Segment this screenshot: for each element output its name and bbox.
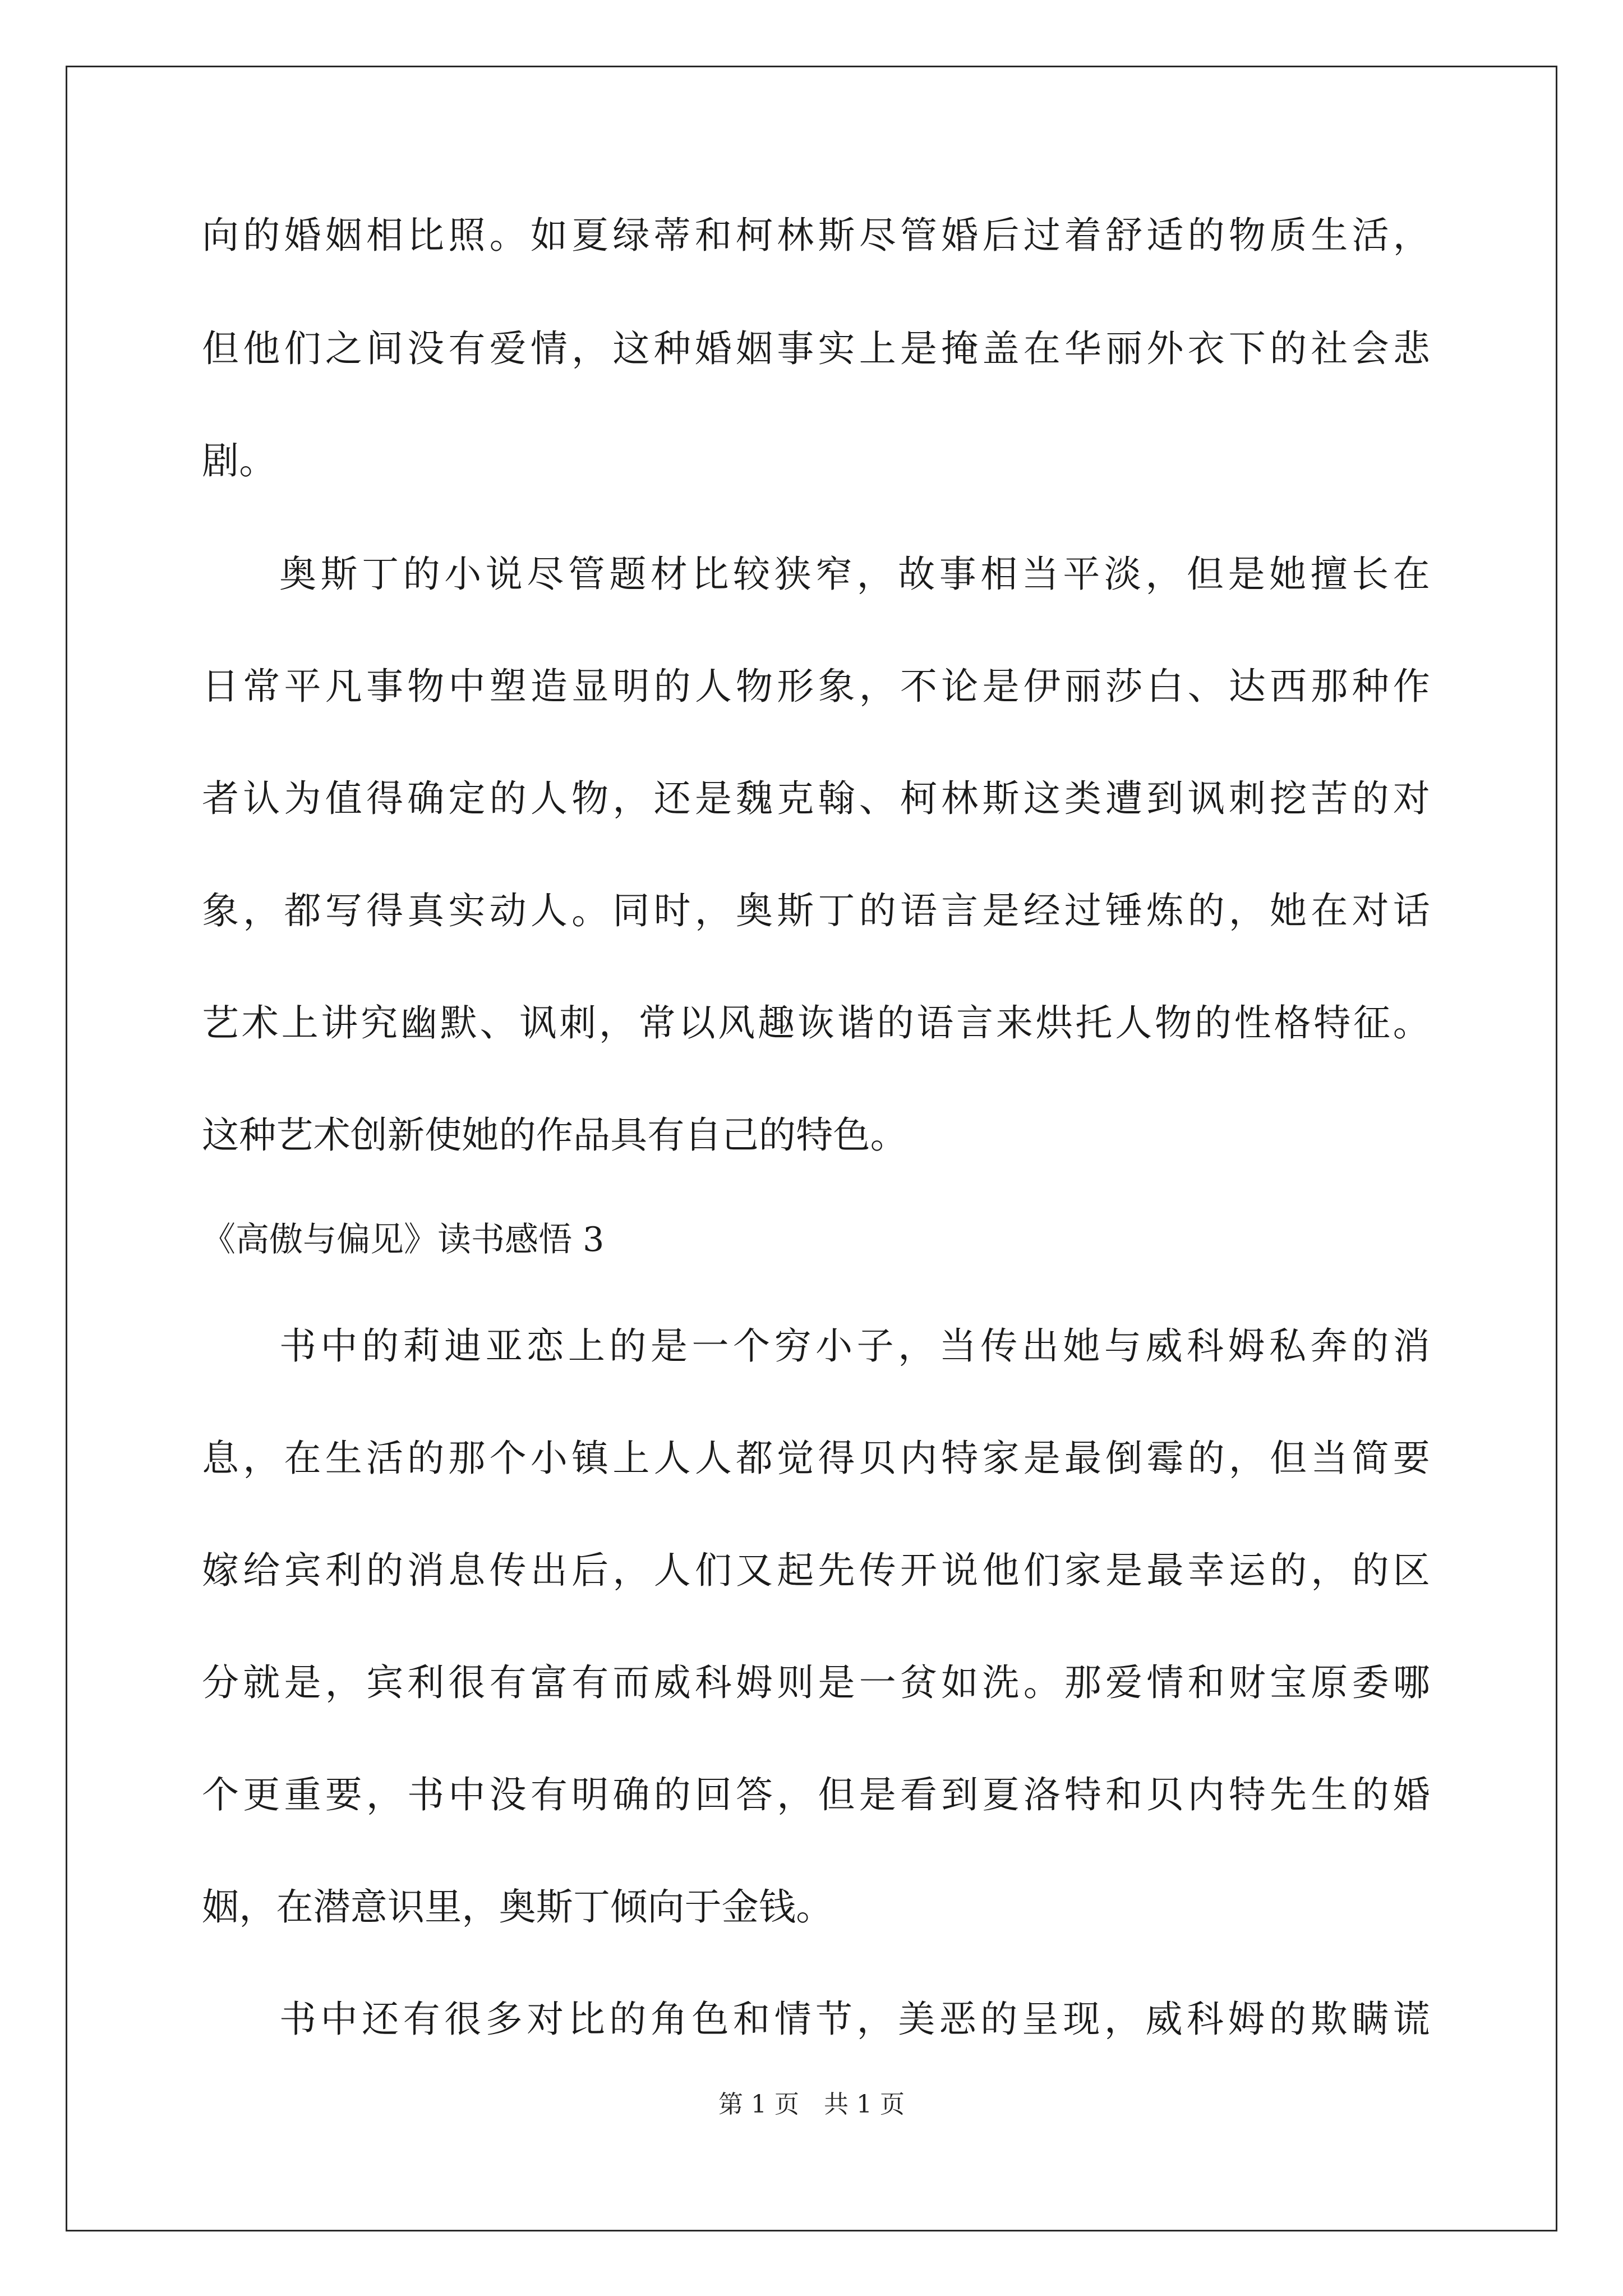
- text-line: 姻，在潜意识里，奥斯丁倾向于金钱。: [202, 1885, 833, 1929]
- text-line: 分就是，宾利很有富有而威科姆则是一贫如洗。那爱情和财宝原委哪: [202, 1661, 1430, 1704]
- text-line: 者认为值得确定的人物，还是魏克翰、柯林斯这类遭到讽刺挖苦的对: [202, 777, 1430, 820]
- paragraph-start-line: 书中还有很多对比的角色和情节，美恶的呈现，威科姆的欺瞒谎: [279, 1998, 1430, 2041]
- text-line: 但他们之间没有爱情，这种婚姻事实上是掩盖在华丽外衣下的社会悲: [202, 327, 1430, 370]
- text-line: 嫁给宾利的消息传出后，人们又起先传开说他们家是最幸运的，的区: [202, 1549, 1430, 1592]
- text-line: 个更重要，书中没有明确的回答，但是看到夏洛特和贝内特先生的婚: [202, 1773, 1430, 1816]
- text-line: 象，都写得真实动人。同时，奥斯丁的语言是经过锤炼的，她在对话: [202, 889, 1430, 932]
- text-line: 艺术上讲究幽默、讽刺，常以风趣诙谐的语言来烘托人物的性格特征。: [202, 1001, 1430, 1045]
- text-line: 息，在生活的那个小镇上人人都觉得贝内特家是最倒霉的，但当简要: [202, 1437, 1430, 1480]
- paragraph-start-line: 书中的莉迪亚恋上的是一个穷小子，当传出她与威科姆私奔的消: [279, 1324, 1430, 1368]
- text-line: 这种艺术创新使她的作品具有自己的特色。: [202, 1114, 907, 1157]
- text-line: 日常平凡事物中塑造显明的人物形象，不论是伊丽莎白、达西那种作: [202, 665, 1430, 708]
- page-number-footer: 第 1 页 共 1 页: [718, 2090, 905, 2119]
- text-line: 向的婚姻相比照。如夏绿蒂和柯林斯尽管婚后过着舒适的物质生活，: [202, 214, 1430, 257]
- text-line: 剧。: [202, 439, 276, 482]
- paragraph-start-line: 奥斯丁的小说尽管题材比较狭窄，故事相当平淡，但是她擅长在: [279, 553, 1430, 596]
- section-heading: 《高傲与偏见》读书感悟 3: [202, 1220, 605, 1259]
